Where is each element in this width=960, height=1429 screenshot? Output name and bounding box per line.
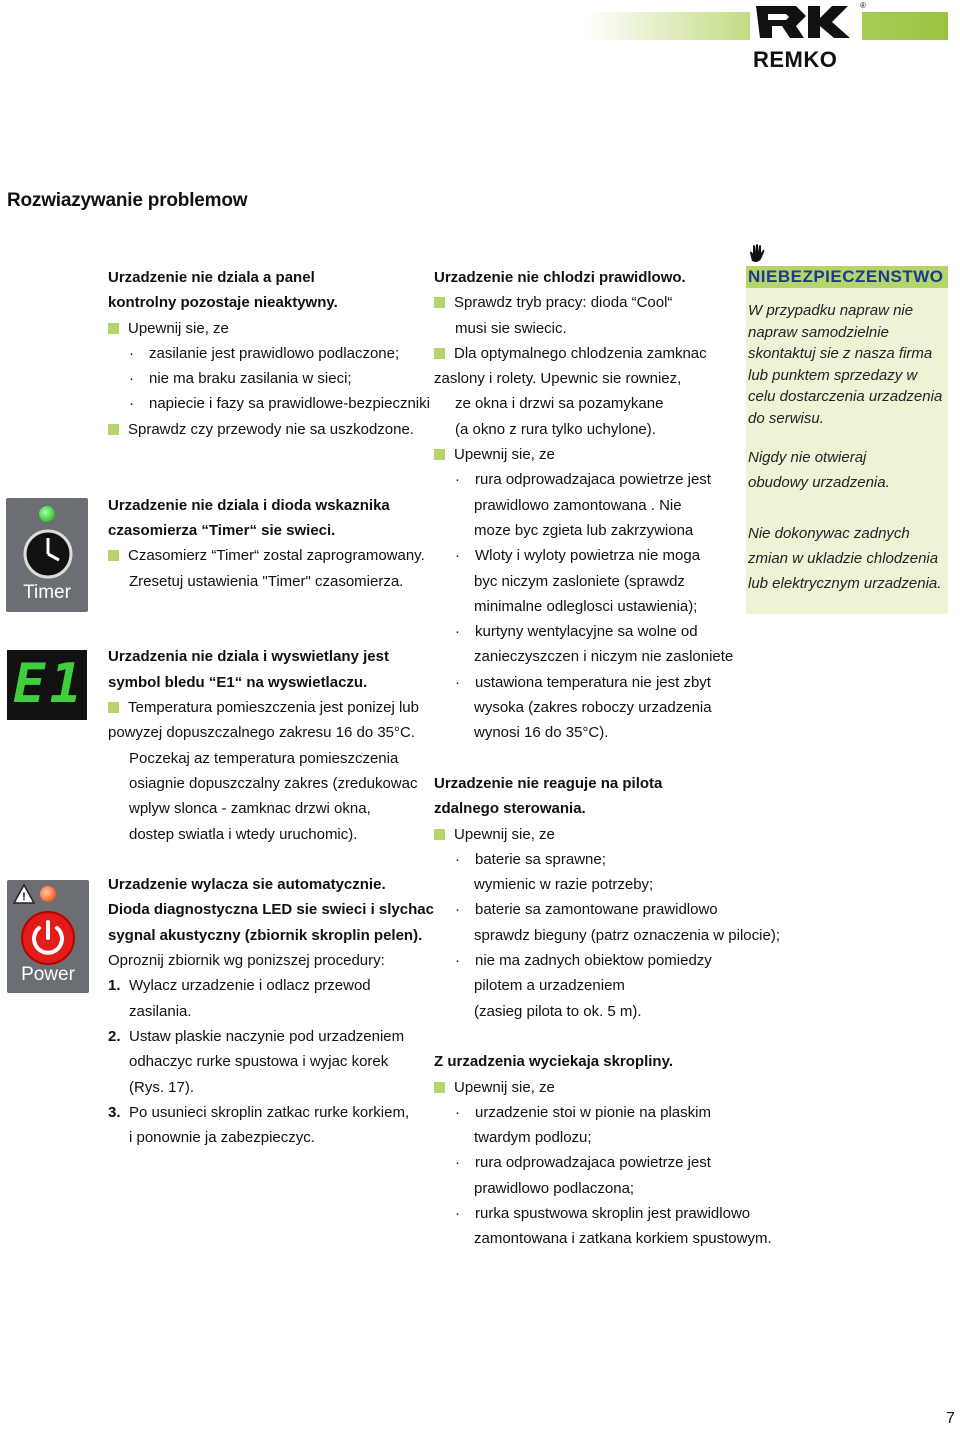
warning-text: napraw samodzielnie — [748, 323, 889, 341]
list-item: nie ma braku zasilania w sieci; — [149, 370, 352, 388]
list-item: wplyw slonca - zamknac drzwi okna, — [129, 800, 371, 818]
page-title: Rozwiazywanie problemow — [7, 190, 248, 211]
list-item: prawidlowo zamontowana . Nie — [474, 496, 682, 514]
list-item: ustawiona temperatura nie jest zbyt — [475, 673, 711, 691]
step-text: Ustaw plaskie naczynie pod urzadzeniem — [129, 1027, 405, 1045]
section-title: Urzadzenie nie chlodzi prawidlowo. — [434, 269, 686, 286]
bullet-square-icon — [434, 829, 445, 840]
step-number: 2. — [108, 1027, 121, 1045]
step-number: 3. — [108, 1103, 121, 1121]
section-title: Urzadzenia nie dziala i wyswietlany jest — [108, 648, 389, 666]
list-item: Dla optymalnego chlodzenia zamknac — [454, 344, 707, 362]
warning-text: W przypadku napraw nie — [748, 302, 914, 319]
list-item: wynosi 16 do 35°C). — [474, 724, 609, 742]
error-code: E1 — [13, 652, 87, 715]
list-item: sprawdz bieguny (patrz oznaczenia w pilocie); — [474, 926, 780, 944]
hand-stop-icon — [747, 243, 767, 263]
step-text: Wylacz urzadzenie i odlacz przewod — [129, 977, 371, 995]
list-item: napiecie i fazy sa prawidlowe-bezpieczniki — [149, 395, 430, 413]
list-item: nie ma zadnych obiektow pomiedzy — [475, 952, 712, 970]
bullet-square-icon — [108, 550, 119, 561]
bullet-square-icon — [108, 424, 119, 435]
list-item: kurtyny wentylacyjne sa wolne od — [475, 623, 698, 641]
bullet-square-icon — [434, 449, 445, 460]
list-item: twardym podlozu; — [474, 1129, 592, 1147]
list-item: Upewnij sie, ze — [454, 825, 555, 843]
remko-logo — [750, 2, 862, 72]
list-item: Zresetuj ustawienia "Timer" czasomierza. — [129, 572, 404, 590]
list-item: Wloty i wyloty powietrza nie moga — [475, 547, 701, 565]
list-item: Czasomierz “Timer“ zostal zaprogramowany. — [128, 547, 425, 565]
list-item: musi sie swiecic. — [455, 319, 567, 337]
section-title: Urzadzenie nie dziala a panel — [108, 269, 315, 286]
list-item: pilotem a urzadzeniem — [474, 977, 625, 995]
list-item: rura odprowadzajaca powietrze jest — [475, 471, 711, 489]
danger-warning-box — [746, 266, 948, 614]
list-item: Upewnij sie, ze — [454, 446, 555, 464]
list-item: moze byc zgieta lub zakrzywiona — [474, 521, 694, 539]
section-title: czasomierza “Timer“ sie swieci. — [108, 521, 336, 539]
section-title: Urzadzenie nie dziala i dioda wskaznika — [108, 496, 390, 514]
section-title: Urzadzenie wylacza sie automatycznie. — [108, 876, 386, 894]
step-text: zasilania. — [129, 1002, 192, 1020]
list-item: baterie sa sprawne; — [475, 850, 606, 868]
power-panel-icon — [7, 880, 89, 993]
logo-text: REMKO — [753, 47, 838, 72]
list-item: urzadzenie stoi w pionie na plaskim — [475, 1103, 711, 1121]
list-item: Sprawdz czy przewody nie sa uszkodzone. — [128, 420, 414, 438]
list-item: Sprawdz tryb pracy: dioda “Cool“ — [454, 294, 673, 312]
led-red-icon — [40, 886, 56, 902]
warning-text: zmian w ukladzie chlodzenia — [748, 550, 939, 567]
clock-icon — [22, 528, 74, 580]
list-item: minimalne odleglosci ustawienia); — [474, 597, 698, 615]
error-display-icon — [7, 650, 87, 720]
bullet-square-icon — [108, 702, 119, 713]
warning-text: lub elektrycznym urzadzenia. — [748, 575, 942, 592]
section-title: symbol bledu “E1“ na wyswietlaczu. — [108, 673, 368, 691]
step-text: (Rys. 17). — [129, 1078, 195, 1096]
svg-text:!: ! — [22, 891, 26, 903]
list-item: zanieczyszczen i niczym nie zasloniete — [474, 648, 734, 666]
list-item: ze okna i drzwi sa pozamykane — [455, 395, 664, 413]
list-item: powyzej dopuszczalnego zakresu 16 do 35°C. — [108, 724, 416, 742]
section-title: kontrolny pozostaje nieaktywny. — [108, 294, 338, 312]
section-title: Z urzadzenia wyciekaja skropliny. — [434, 1053, 673, 1071]
section-intro: Oproznij zbiornik wg ponizszej procedury: — [108, 952, 385, 970]
page-number: 7 — [946, 1410, 955, 1427]
column-middle: Urzadzenie nie chlodzi prawidlowo. Sprawdz tryb pracy: dioda “Cool“ musi sie swiecic. Dla optymalnego chlodzenia zamknac zaslony i rolety. Upewnic sie rowniez, ze okna i drzwi sa pozamykane (a okno z rura tylko uchylone). Upewnij sie, ze · rura odprowadzajaca powietrze jest prawidlowo zamontowana . Nie moze byc zgieta lub zakrzywiona · Wloty i wyloty powietrza nie moga byc niczym zasloniete (sprawdz minimalne odleglosci ustawienia); · kurtyny wentylacyjne sa wolne od zanieczyszczen i niczym nie zasloniete · ustawiona temperatura nie jest zbyt wysoka (zakres roboczy urzadzenia wynosi 16 do 35°C). Urzadzenie nie reaguje na pilota zdalnego sterowania. Upewnij sie, ze · baterie sa sprawne; wymienic w razie potrzeby; · baterie sa zamontowane prawidlowo sprawdz bieguny (patrz oznaczenia w pilocie); · nie ma zadnych obiektow pomiedzy pilotem a urzadzeniem (zasieg pilota to ok. 5 m). Z urzadzenia wyciekaja skropliny. Upewnij sie, ze · urzadzenie stoi w pionie na plaskim twardym podlozu; · rura odprowadzajaca powietrze jest prawidlowo podlaczona; · rurka spustwowa skroplin jest prawidlowo zamontowana i zatkana korkiem spustowym. — [434, 265, 804, 1252]
warning-text: Nigdy nie otwieraj — [748, 449, 867, 466]
list-item: byc niczym zasloniete (sprawdz — [474, 572, 685, 590]
list-item: Upewnij sie, ze — [454, 1078, 555, 1096]
step-text: i ponownie ja zabezpieczyc. — [129, 1129, 315, 1147]
list-item: dostep swiatla i wtedy uruchomic). — [129, 825, 358, 843]
warning-text: do serwisu. — [748, 409, 824, 427]
warning-text: lub punktem sprzedazy w — [748, 366, 918, 384]
list-item: (a okno z rura tylko uchylone). — [455, 420, 656, 438]
list-item: wymienic w razie potrzeby; — [474, 876, 654, 894]
list-item: prawidlowo podlaczona; — [474, 1179, 635, 1197]
bullet-square-icon — [434, 297, 445, 308]
section-title: Urzadzenie nie reaguje na pilota — [434, 774, 663, 792]
bullet-square-icon — [434, 1082, 445, 1093]
section-title: zdalnego sterowania. — [434, 800, 586, 818]
list-item: rura odprowadzajaca powietrze jest — [475, 1154, 711, 1172]
warning-text: obudowy urzadzenia. — [748, 474, 890, 491]
step-text: odhaczyc rurke spustowa i wyjac korek — [129, 1053, 389, 1071]
list-item: zasilanie jest prawidlowo podlaczone; — [149, 344, 400, 362]
step-number: 1. — [108, 977, 121, 995]
section-title: Dioda diagnostyczna LED sie swieci i slychac — [108, 901, 434, 919]
warning-heading: NIEBEZPIECZENSTWO — [746, 266, 948, 288]
warning-text: skontaktuj sie z nasza firma — [748, 345, 933, 362]
list-item: Upewnij sie, ze — [128, 319, 229, 337]
bullet-square-icon — [108, 323, 119, 334]
list-item: baterie sa zamontowane prawidlowo — [475, 901, 718, 919]
list-item: zaslony i rolety. Upewnic sie rowniez, — [434, 370, 682, 388]
column-left: Urzadzenie nie dziala a panel kontrolny pozostaje nieaktywny. Upewnij sie, ze · zasilanie jest prawidlowo podlaczone; · nie ma braku zasilania w sieci; · napiecie i fazy sa prawidlowe-bezpieczniki Sprawdz czy przewody nie sa uszkodzone. Urzadzenie nie dziala i dioda wskaznika czasomierza “Timer“ sie swieci. Czasomierz “Timer“ zostal zaprogramowany. Zresetuj ustawienia "Timer" czasomierza. Urzadzenia nie dziala i wyswietlany jest symbol bledu “E1“ na wyswietlaczu. Temperatura pomieszczenia jest ponizej lub powyzej dopuszczalnego zakresu 16 do 35°C. Poczekaj az temperatura pomieszczenia osiagnie dopuszczalny zakres (zredukowac wplyw slonca - zamknac drzwi okna, dostep swiatla i wtedy uruchomic). Urzadzenie wylacza sie automatycznie. Dioda diagnostyczna LED sie swieci i slychac sygnal akustyczny (zbiornik skroplin pelen). Oproznij zbiornik wg ponizszej procedury: 1. Wylacz urzadzenie i odlacz przewod zasilania. 2. Ustaw plaskie naczynie pod urzadzeniem odhaczyc rurke spustowa i wyjac korek (Rys. 17). 3. Po usunieci skroplin zatkac rurke korkiem, i ponownie ja zabezpieczyc. — [108, 265, 448, 1150]
list-item: Poczekaj az temperatura pomieszczenia — [129, 749, 399, 767]
power-label: Power — [21, 964, 75, 985]
led-green-icon — [39, 506, 55, 522]
timer-label: Timer — [23, 582, 71, 603]
warning-triangle-icon — [13, 884, 35, 904]
warning-text: Nie dokonywac zadnych — [748, 525, 910, 542]
list-item: zamontowana i zatkana korkiem spustowym. — [474, 1230, 772, 1248]
list-item: Temperatura pomieszczenia jest ponizej lub — [128, 699, 419, 717]
bullet-square-icon — [434, 348, 445, 359]
warning-text: celu dostarczenia urzadzenia — [748, 388, 943, 405]
timer-panel-icon — [6, 498, 88, 612]
power-icon — [20, 910, 76, 966]
list-item: wysoka (zakres roboczy urzadzenia — [474, 699, 712, 717]
list-item: (zasieg pilota to ok. 5 m). — [474, 1002, 642, 1020]
list-item: rurka spustwowa skroplin jest prawidlowo — [475, 1204, 751, 1222]
section-title: sygnal akustyczny (zbiornik skroplin pelen). — [108, 926, 423, 944]
step-text: Po usunieci skroplin zatkac rurke korkiem, — [129, 1103, 410, 1121]
registered-mark: ® — [860, 1, 866, 10]
list-item: osiagnie dopuszczalny zakres (zredukowac — [129, 774, 418, 792]
